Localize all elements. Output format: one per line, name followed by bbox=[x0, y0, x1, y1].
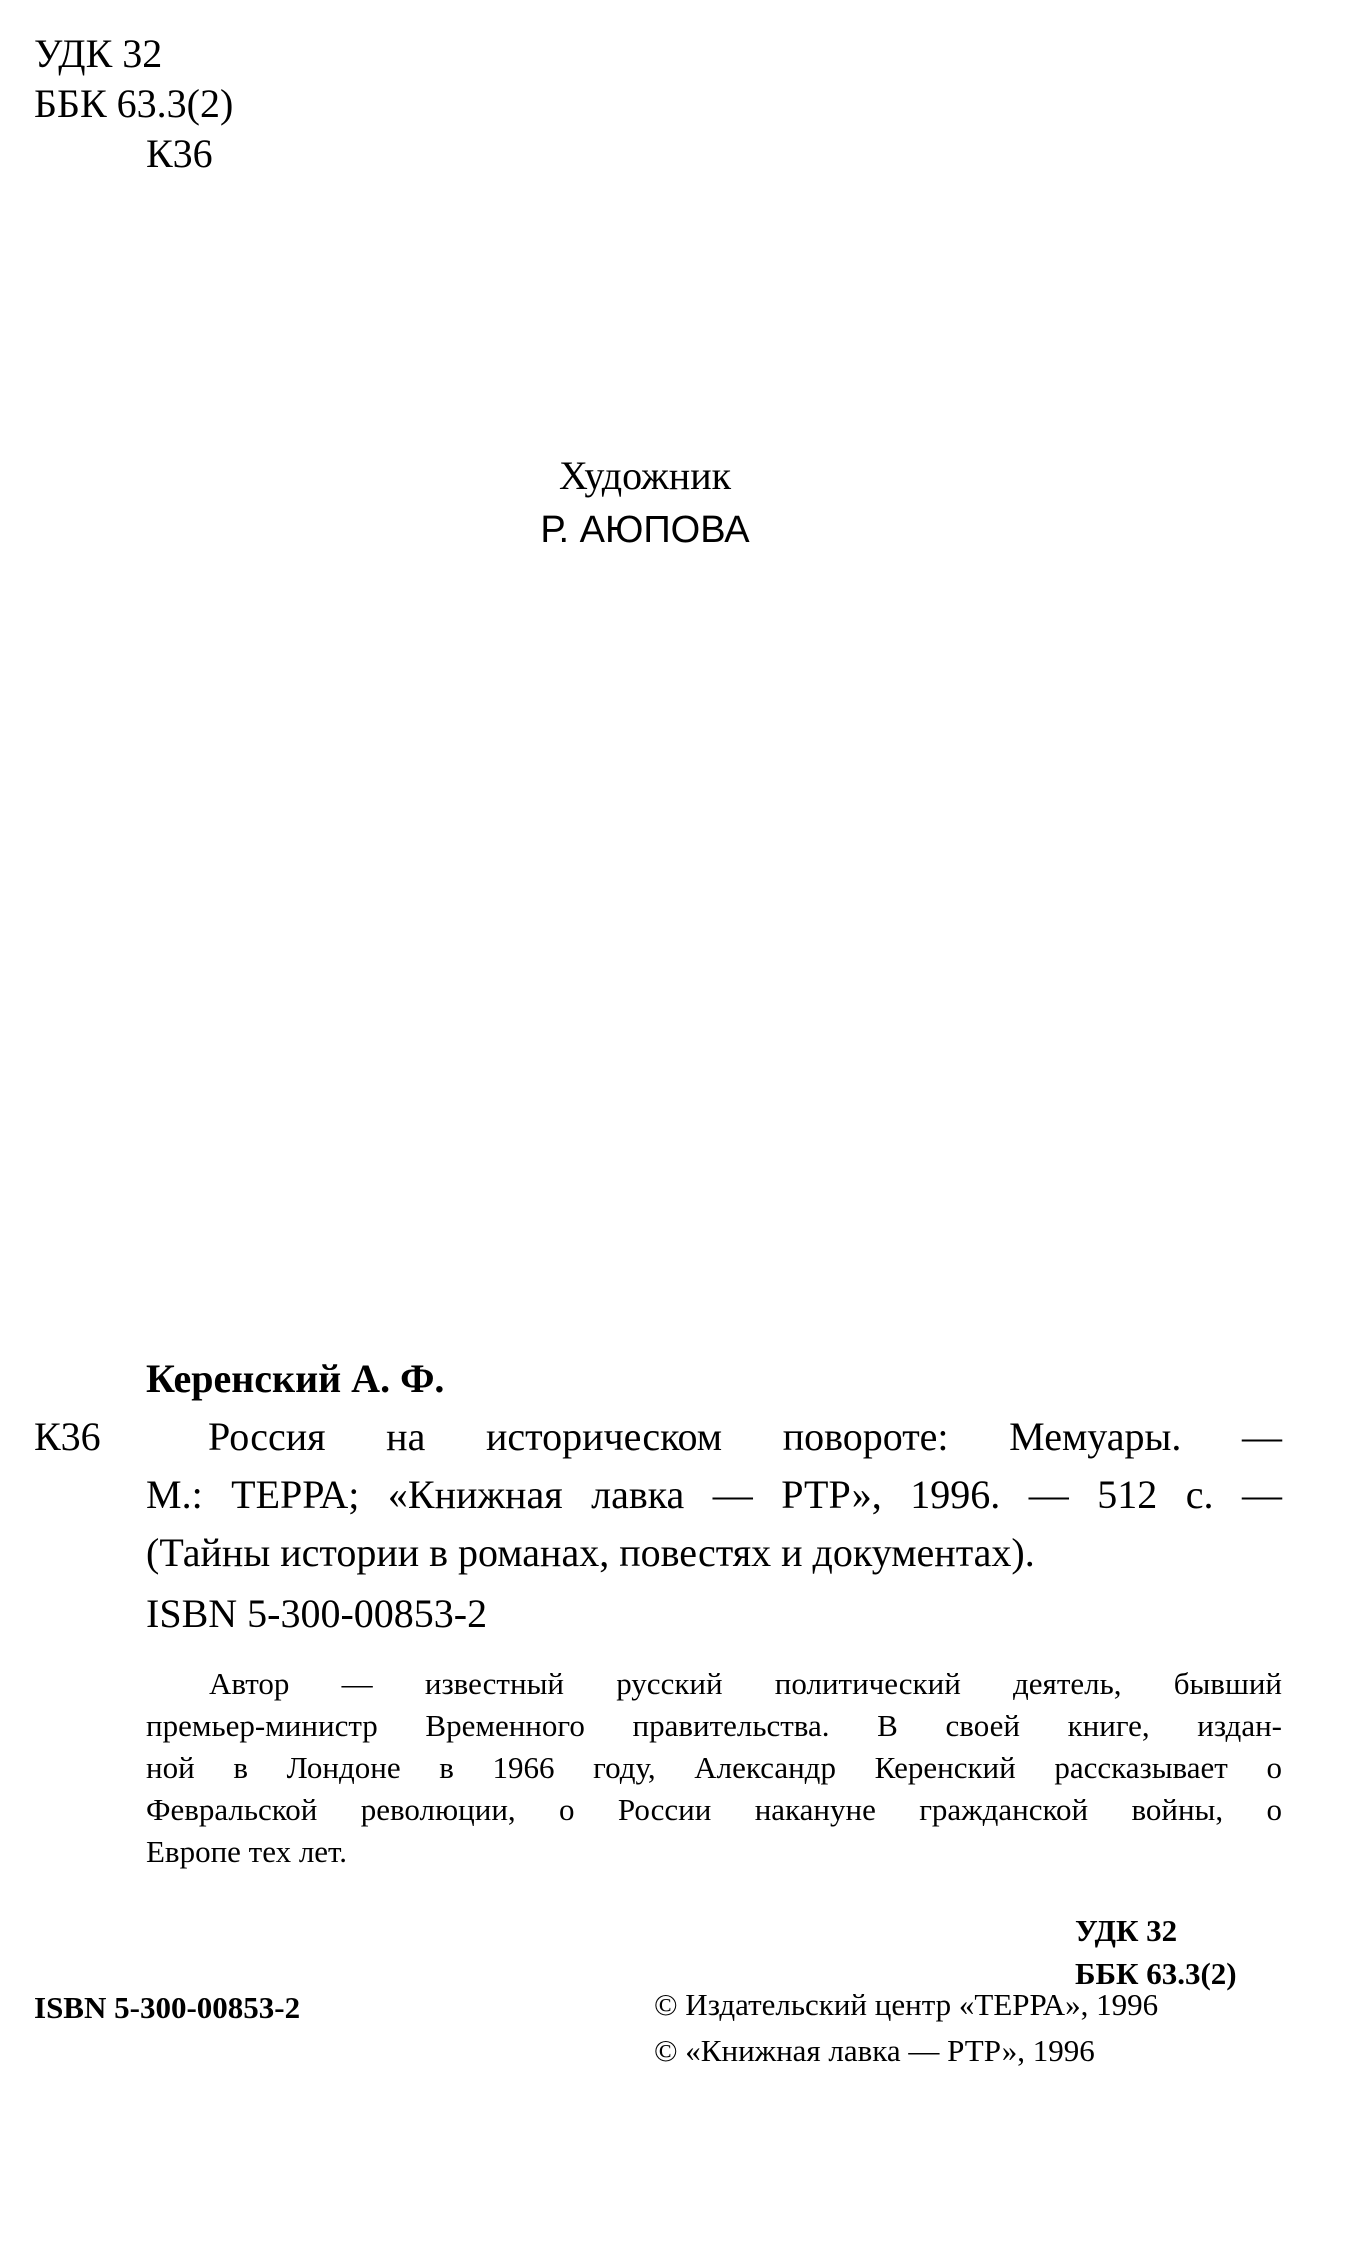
card-abstract bbox=[146, 1663, 1282, 1873]
card-description-line: М.: ТЕРРА; «Книжная лавка — РТР», 1996. — 512 с. — bbox=[146, 1472, 1282, 1517]
copyright-knizhnaya-lavka: © «Книжная лавка — РТР», 1996 bbox=[654, 2033, 1095, 2068]
abstract-line: Февральской революции, о России накануне гражданской войны, о bbox=[146, 1792, 1282, 1827]
index-bbk: ББК 63.3(2) bbox=[34, 81, 234, 126]
card-bbk: ББК 63.3(2) bbox=[1075, 1956, 1237, 1991]
abstract-line: Автор — известный русский политический деятель, бывший bbox=[209, 1666, 1282, 1701]
abstract-line: ной в Лондоне в 1966 году, Александр Керенский рассказывает о bbox=[146, 1750, 1282, 1785]
abstract-line: премьер-министр Временного правительства. В своей книге, издан- bbox=[146, 1708, 1282, 1743]
card-author: Керенский А. Ф. bbox=[146, 1356, 445, 1401]
copyright-terra: © Издательский центр «ТЕРРА», 1996 bbox=[654, 1987, 1159, 2022]
card-description-line: Россия на историческом повороте: Мемуары. — bbox=[208, 1414, 1282, 1459]
card-description bbox=[146, 1413, 1282, 1575]
index-udk: УДК 32 bbox=[34, 31, 163, 76]
index-code: К36 bbox=[146, 131, 213, 176]
card-description-line: (Тайны истории в романах, повестях и документах). bbox=[146, 1530, 1035, 1575]
card-udk: УДК 32 bbox=[1075, 1913, 1178, 1948]
card-isbn: ISBN 5-300-00853-2 bbox=[146, 1591, 488, 1636]
imprint-isbn: ISBN 5-300-00853-2 bbox=[34, 1990, 301, 2025]
artist-name: Р. АЮПОВА bbox=[540, 509, 750, 551]
card-code: К36 bbox=[34, 1414, 101, 1459]
artist-label: Художник bbox=[558, 453, 732, 498]
abstract-line: Европе тех лет. bbox=[146, 1834, 348, 1869]
